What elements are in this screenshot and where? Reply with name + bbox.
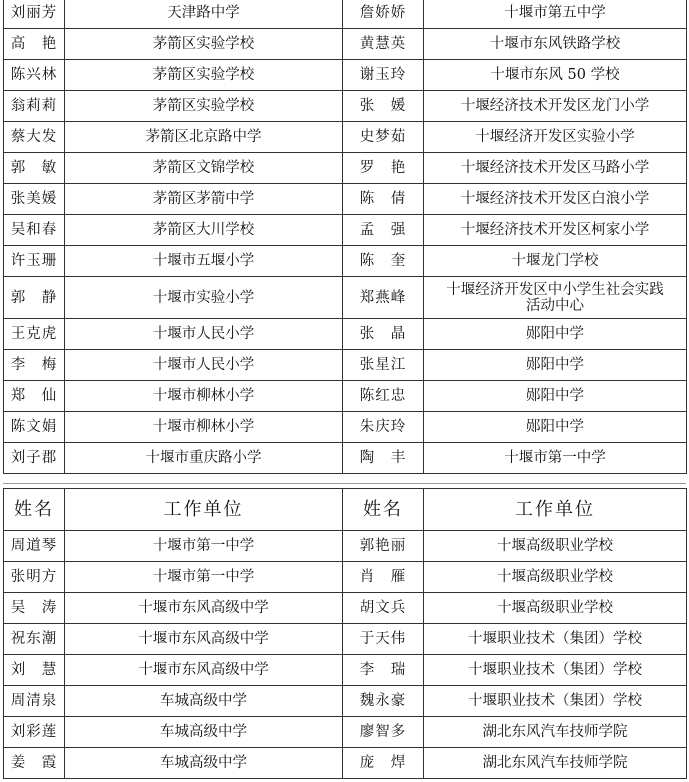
work-unit-text: 十堰经济技术开发区龙门小学 xyxy=(460,98,650,114)
work-unit-text: 十堰市东风高级中学 xyxy=(138,662,269,678)
table-row xyxy=(4,562,687,593)
person-name-text: 张星江 xyxy=(359,357,407,373)
work-unit xyxy=(65,381,343,412)
work-unit xyxy=(65,184,343,215)
table-row xyxy=(4,319,687,350)
person-name-text: 朱庆玲 xyxy=(359,419,407,435)
person-name-text: 胡文兵 xyxy=(359,600,407,616)
person-name-text: 许玉珊 xyxy=(10,253,58,269)
person-name xyxy=(343,748,424,779)
person-name xyxy=(343,0,424,29)
person-name xyxy=(4,717,65,748)
work-unit-text: 湖北东风汽车技师学院 xyxy=(482,755,628,771)
person-name-text: 孟 强 xyxy=(359,222,407,238)
work-unit xyxy=(424,624,687,655)
person-name xyxy=(4,686,65,717)
work-unit-text: 十堰市东风铁路学校 xyxy=(489,36,621,52)
table-row xyxy=(4,717,687,748)
person-name xyxy=(343,215,424,246)
work-unit xyxy=(424,717,687,748)
person-name-text: 陈红忠 xyxy=(359,388,407,404)
table-row xyxy=(4,443,687,474)
staff-table-bottom-body xyxy=(4,531,687,779)
table-row xyxy=(4,686,687,717)
work-unit xyxy=(424,381,687,412)
work-unit xyxy=(424,184,687,215)
person-name-text: 李 梅 xyxy=(10,357,58,373)
person-name xyxy=(4,562,65,593)
person-name xyxy=(343,593,424,624)
work-unit-text: 十堰经济技术开发区白浪小学 xyxy=(460,191,650,207)
person-name xyxy=(4,350,65,381)
work-unit-text: 十堰市东风高级中学 xyxy=(138,600,269,616)
person-name xyxy=(343,277,424,319)
work-unit-text: 茅箭区实验学校 xyxy=(152,67,255,83)
work-unit-text: 十堰职业技术（集团）学校 xyxy=(468,693,642,709)
work-unit-text: 十堰职业技术（集团）学校 xyxy=(468,662,642,678)
person-name xyxy=(343,122,424,153)
person-name xyxy=(343,443,424,474)
work-unit-text: 十堰经济开发区实验小学 xyxy=(475,129,635,145)
person-name xyxy=(343,319,424,350)
person-name-text: 陈 奎 xyxy=(359,253,407,269)
person-name-text: 庞 焊 xyxy=(359,755,407,771)
table-header-row xyxy=(4,489,687,531)
work-unit-text: 十堰职业技术（集团）学校 xyxy=(468,631,642,647)
person-name-text: 姜 霞 xyxy=(10,755,58,771)
person-name xyxy=(4,246,65,277)
page-divider xyxy=(3,483,686,484)
staff-table-top xyxy=(3,0,687,474)
work-unit xyxy=(65,717,343,748)
work-unit xyxy=(424,443,687,474)
person-name-text: 廖智多 xyxy=(359,724,407,740)
work-unit-text: 车城高级中学 xyxy=(160,724,247,740)
person-name xyxy=(4,215,65,246)
work-unit xyxy=(65,91,343,122)
person-name-text: 魏永豪 xyxy=(359,693,407,709)
person-name-text: 吴和春 xyxy=(10,222,58,238)
work-unit xyxy=(65,531,343,562)
person-name xyxy=(343,246,424,277)
work-unit-text: 十堰市五堰小学 xyxy=(152,253,255,269)
person-name xyxy=(343,717,424,748)
work-unit xyxy=(65,246,343,277)
work-unit-text: 十堰市第一中学 xyxy=(152,538,255,554)
work-unit xyxy=(424,655,687,686)
work-unit-text: 十堰市重庆路小学 xyxy=(145,450,262,466)
person-name-text: 于天伟 xyxy=(359,631,407,647)
person-name-text: 周清泉 xyxy=(10,693,58,709)
person-name xyxy=(4,0,65,29)
work-unit xyxy=(65,748,343,779)
person-name xyxy=(4,412,65,443)
person-name-text: 陈文娟 xyxy=(10,419,58,435)
work-unit-text-line2: 活动中心 xyxy=(526,297,584,314)
person-name xyxy=(343,624,424,655)
table-row xyxy=(4,29,687,60)
work-unit xyxy=(424,531,687,562)
person-name xyxy=(4,29,65,60)
work-unit-text: 车城高级中学 xyxy=(160,755,247,771)
person-name-text: 王克虎 xyxy=(10,326,58,342)
person-name xyxy=(4,531,65,562)
work-unit xyxy=(424,246,687,277)
work-unit xyxy=(424,215,687,246)
work-unit xyxy=(65,29,343,60)
person-name-text: 张明方 xyxy=(10,569,58,585)
person-name-text: 陈 倩 xyxy=(359,191,407,207)
work-unit xyxy=(65,319,343,350)
person-name-text: 郑 仙 xyxy=(10,388,58,404)
work-unit xyxy=(65,686,343,717)
person-name xyxy=(4,60,65,91)
person-name-text: 陈兴林 xyxy=(10,67,58,83)
person-name xyxy=(4,277,65,319)
work-unit xyxy=(424,319,687,350)
person-name xyxy=(343,60,424,91)
work-unit xyxy=(65,443,343,474)
person-name-text: 肖 雁 xyxy=(359,569,407,585)
work-unit-text: 车城高级中学 xyxy=(160,693,247,709)
person-name xyxy=(343,412,424,443)
work-unit-text: 茅箭区北京路中学 xyxy=(145,129,262,145)
header-unit-right: 工作单位 xyxy=(424,489,687,531)
work-unit xyxy=(65,655,343,686)
person-name-text: 李 瑞 xyxy=(359,662,407,678)
header-name-right: 姓名 xyxy=(343,489,424,531)
table-row xyxy=(4,184,687,215)
person-name-text: 郑燕峰 xyxy=(359,289,407,306)
table-row xyxy=(4,748,687,779)
work-unit xyxy=(65,215,343,246)
table-row xyxy=(4,412,687,443)
work-unit xyxy=(424,593,687,624)
person-name xyxy=(4,593,65,624)
person-name-text: 张 媛 xyxy=(359,98,407,114)
person-name-text: 郭艳丽 xyxy=(359,538,407,554)
table-row xyxy=(4,277,687,319)
table-row xyxy=(4,381,687,412)
table-row xyxy=(4,350,687,381)
work-unit xyxy=(65,153,343,184)
work-unit-text: 茅箭区大川学校 xyxy=(152,222,255,238)
person-name xyxy=(4,122,65,153)
work-unit xyxy=(424,562,687,593)
person-name xyxy=(343,381,424,412)
table-row xyxy=(4,624,687,655)
table-row xyxy=(4,122,687,153)
work-unit-text: 十堰龙门学校 xyxy=(511,253,599,269)
work-unit-text: 十堰市东风 50 学校 xyxy=(490,67,620,83)
work-unit xyxy=(65,350,343,381)
person-name-text: 张美媛 xyxy=(10,191,58,207)
person-name-text: 郭 敏 xyxy=(10,160,58,176)
work-unit xyxy=(424,91,687,122)
table-row xyxy=(4,215,687,246)
person-name xyxy=(343,350,424,381)
header-name-left: 姓名 xyxy=(4,489,65,531)
person-name xyxy=(343,531,424,562)
person-name xyxy=(4,443,65,474)
person-name xyxy=(4,381,65,412)
work-unit-text: 十堰市第一中学 xyxy=(504,450,606,466)
person-name xyxy=(343,655,424,686)
work-unit xyxy=(424,350,687,381)
work-unit-text: 十堰市第一中学 xyxy=(152,569,255,585)
work-unit-text: 茅箭区文锦学校 xyxy=(152,160,255,176)
work-unit xyxy=(424,60,687,91)
person-name-text: 祝东潮 xyxy=(10,631,58,647)
work-unit-text: 十堰市柳林小学 xyxy=(152,388,255,404)
person-name-text: 罗 艳 xyxy=(359,160,407,176)
work-unit xyxy=(424,686,687,717)
work-unit-text: 十堰高级职业学校 xyxy=(497,600,613,616)
work-unit-text: 茅箭区实验学校 xyxy=(152,98,255,114)
person-name xyxy=(4,91,65,122)
table-row xyxy=(4,246,687,277)
work-unit xyxy=(65,0,343,29)
person-name xyxy=(343,184,424,215)
staff-table-top-body xyxy=(4,0,687,474)
person-name-text: 翁莉莉 xyxy=(10,98,58,114)
work-unit-text: 十堰市人民小学 xyxy=(152,357,255,373)
person-name-text: 刘子郡 xyxy=(10,450,58,466)
person-name-text: 刘 慧 xyxy=(10,662,58,678)
person-name-text: 陶 丰 xyxy=(359,450,407,466)
work-unit xyxy=(65,624,343,655)
table-row xyxy=(4,531,687,562)
work-unit-text: 郧阳中学 xyxy=(526,357,584,373)
work-unit xyxy=(65,412,343,443)
work-unit-text: 十堰市实验小学 xyxy=(152,289,255,306)
person-name xyxy=(4,184,65,215)
person-name xyxy=(4,624,65,655)
person-name-text: 史梦茹 xyxy=(359,129,407,145)
work-unit xyxy=(424,277,687,319)
person-name-text: 吴 涛 xyxy=(10,600,58,616)
table-row xyxy=(4,91,687,122)
work-unit-text: 十堰高级职业学校 xyxy=(497,538,613,554)
table-row xyxy=(4,153,687,184)
work-unit xyxy=(424,0,687,29)
work-unit xyxy=(65,122,343,153)
work-unit xyxy=(424,153,687,184)
work-unit-text: 郧阳中学 xyxy=(526,388,584,404)
person-name-text: 詹娇娇 xyxy=(359,5,407,21)
work-unit xyxy=(424,748,687,779)
work-unit xyxy=(65,277,343,319)
work-unit-text: 十堰高级职业学校 xyxy=(497,569,613,585)
work-unit-text: 十堰经济技术开发区马路小学 xyxy=(460,160,650,176)
work-unit-text: 十堰市东风高级中学 xyxy=(138,631,269,647)
work-unit-text: 十堰市柳林小学 xyxy=(152,419,255,435)
work-unit xyxy=(424,122,687,153)
work-unit-text: 十堰市第五中学 xyxy=(504,5,606,21)
person-name-text: 谢玉玲 xyxy=(359,67,407,83)
person-name-text: 周道琴 xyxy=(10,538,58,554)
work-unit xyxy=(424,29,687,60)
person-name-text: 黄慧英 xyxy=(359,36,407,52)
person-name xyxy=(4,319,65,350)
work-unit-text: 十堰经济技术开发区柯家小学 xyxy=(460,222,650,238)
work-unit xyxy=(65,593,343,624)
work-unit-text: 茅箭区茅箭中学 xyxy=(152,191,255,207)
work-unit-text: 十堰经济开发区中小学生社会实践 xyxy=(446,281,664,298)
person-name-text: 高 艳 xyxy=(10,36,58,52)
staff-table-bottom xyxy=(3,488,687,779)
work-unit-text: 茅箭区实验学校 xyxy=(152,36,255,52)
table-row xyxy=(4,60,687,91)
work-unit xyxy=(424,412,687,443)
person-name xyxy=(343,562,424,593)
work-unit-text: 天津路中学 xyxy=(167,5,240,21)
header-unit-left: 工作单位 xyxy=(65,489,343,531)
person-name xyxy=(4,655,65,686)
person-name-text: 郭 静 xyxy=(10,289,58,306)
person-name xyxy=(4,153,65,184)
person-name-text: 蔡大发 xyxy=(10,129,58,145)
person-name xyxy=(343,153,424,184)
person-name xyxy=(4,748,65,779)
person-name-text: 张 晶 xyxy=(359,326,407,342)
work-unit xyxy=(65,60,343,91)
work-unit-text: 郧阳中学 xyxy=(526,419,584,435)
person-name-text: 刘彩莲 xyxy=(10,724,58,740)
person-name xyxy=(343,686,424,717)
work-unit-text: 十堰市人民小学 xyxy=(152,326,255,342)
work-unit-text: 湖北东风汽车技师学院 xyxy=(482,724,628,740)
person-name xyxy=(343,91,424,122)
table-row xyxy=(4,0,687,29)
person-name-text: 刘丽芳 xyxy=(10,5,58,21)
work-unit xyxy=(65,562,343,593)
work-unit-text: 郧阳中学 xyxy=(526,326,584,342)
table-row xyxy=(4,593,687,624)
person-name xyxy=(343,29,424,60)
table-row xyxy=(4,655,687,686)
